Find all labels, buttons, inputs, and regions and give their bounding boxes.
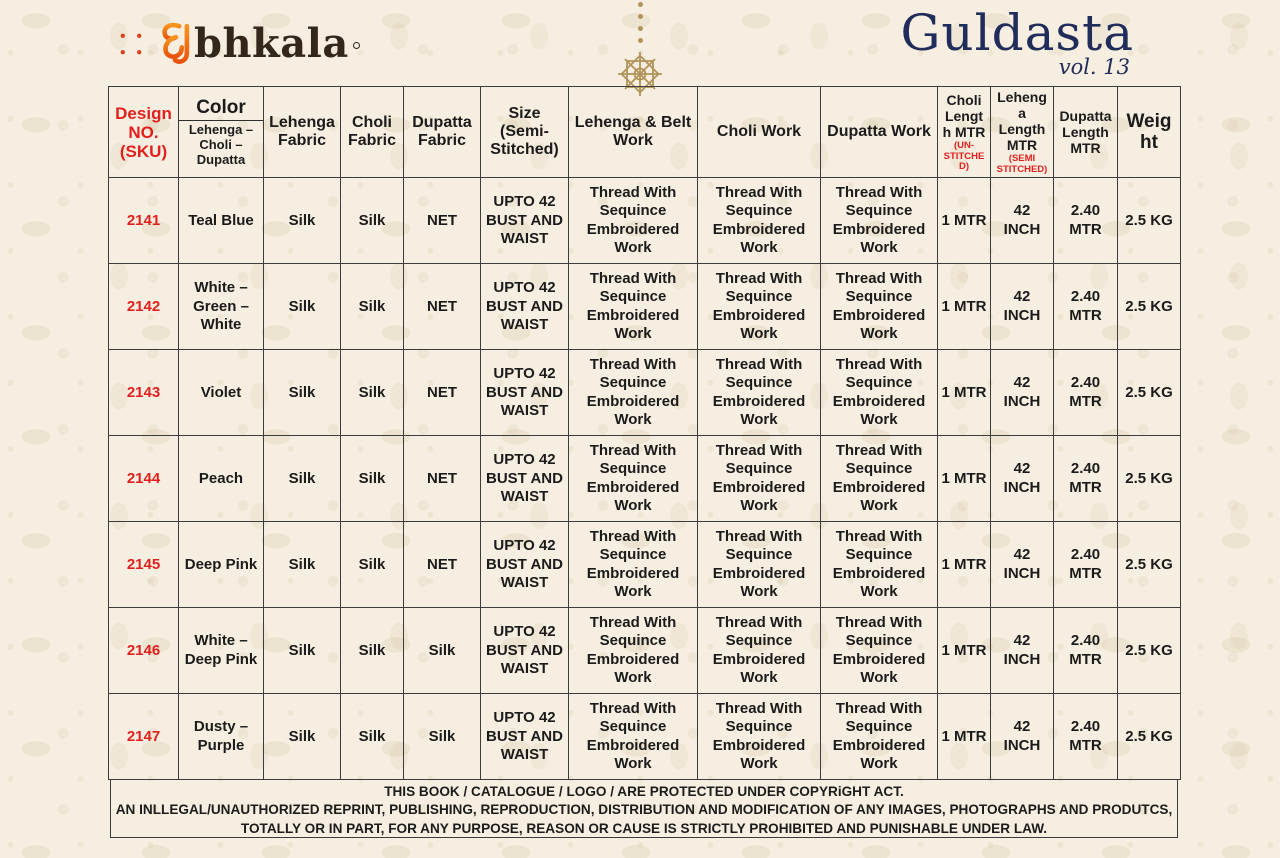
copyright-line: THIS BOOK / CATALOGUE / LOGO / ARE PROTECTED UNDER COPYRiGHT ACT.: [384, 784, 904, 799]
cell-lehenga_length: 42 INCH: [991, 522, 1054, 608]
cell-dupatta_length: 2.40 MTR: [1054, 694, 1118, 780]
cell-sku: 2143: [109, 350, 179, 436]
column-header-weight: [1118, 87, 1181, 178]
cell-choli_fabric: Silk: [341, 264, 404, 350]
column-header-label: Choli Work: [716, 123, 802, 141]
column-header-label: Lehenga Fabric: [269, 114, 335, 150]
cell-choli_work: Thread With Sequince Embroidered Work: [698, 436, 821, 522]
table-row: [109, 178, 1181, 264]
cell-weight: 2.5 KG: [1118, 178, 1181, 264]
table-row: [109, 264, 1181, 350]
column-header-lehenga_belt_work: [569, 87, 698, 178]
title-volume: vol. 13: [1058, 55, 1130, 79]
cell-dupatta_work: Thread With Sequince Embroidered Work: [821, 608, 938, 694]
table-row: [109, 608, 1181, 694]
column-header-lehenga_fabric: [264, 87, 341, 178]
cell-dupatta_work: Thread With Sequince Embroidered Work: [821, 436, 938, 522]
cell-weight: 2.5 KG: [1118, 522, 1181, 608]
cell-dupatta_work: Thread With Sequince Embroidered Work: [821, 264, 938, 350]
cell-choli_work: Thread With Sequince Embroidered Work: [698, 350, 821, 436]
cell-weight: 2.5 KG: [1118, 694, 1181, 780]
catalog-table-body: [109, 178, 1181, 780]
column-header-sublabel: Lehenga – Choli – Dupatta: [188, 121, 254, 167]
cell-sku: 2144: [109, 436, 179, 522]
header-divider: [179, 120, 263, 121]
cell-dupatta_fabric: NET: [404, 436, 481, 522]
catalogue-title: [900, 6, 1134, 79]
column-header-label: Choli Fabric: [347, 114, 396, 150]
cell-sku: 2145: [109, 522, 179, 608]
header-row: [109, 87, 1181, 178]
cell-lehenga_length: 42 INCH: [991, 264, 1054, 350]
ornament-dot: [638, 38, 643, 43]
cell-choli_work: Thread With Sequince Embroidered Work: [698, 608, 821, 694]
cell-color: White – Green – White: [179, 264, 264, 350]
column-header-label: Color: [196, 96, 246, 118]
cell-dupatta_fabric: Silk: [404, 694, 481, 780]
cell-sku: 2141: [109, 178, 179, 264]
cell-dupatta_length: 2.40 MTR: [1054, 178, 1118, 264]
cell-size: UPTO 42 BUST AND WAIST: [481, 178, 569, 264]
cell-choli_work: Thread With Sequince Embroidered Work: [698, 264, 821, 350]
column-header-subnote: (SEMI STITCHED): [996, 153, 1048, 175]
devanagari-shu-icon: [158, 20, 192, 68]
cell-size: UPTO 42 BUST AND WAIST: [481, 608, 569, 694]
cell-lehenga_fabric: Silk: [264, 694, 341, 780]
cell-dupatta_fabric: Silk: [404, 608, 481, 694]
cell-color: Deep Pink: [179, 522, 264, 608]
column-header-choli_work: [698, 87, 821, 178]
cell-lehenga_length: 42 INCH: [991, 178, 1054, 264]
cell-choli_fabric: Silk: [341, 436, 404, 522]
cell-choli_fabric: Silk: [341, 522, 404, 608]
column-header-label: Dupatta Work: [827, 123, 931, 141]
column-header-label: Weight: [1126, 110, 1172, 154]
column-header-lehenga_length: [991, 87, 1054, 178]
ornament-dot: [638, 14, 643, 19]
cell-lehenga_belt_work: Thread With Sequince Embroidered Work: [569, 522, 698, 608]
cell-choli_work: Thread With Sequince Embroidered Work: [698, 178, 821, 264]
cell-size: UPTO 42 BUST AND WAIST: [481, 264, 569, 350]
column-header-label: Choli Length MTR: [942, 91, 986, 141]
cell-dupatta_work: Thread With Sequince Embroidered Work: [821, 522, 938, 608]
column-header-label: Dupatta Length MTR: [1059, 107, 1112, 157]
cell-color: Dusty – Purple: [179, 694, 264, 780]
cell-lehenga_fabric: Silk: [264, 436, 341, 522]
cell-lehenga_belt_work: Thread With Sequince Embroidered Work: [569, 436, 698, 522]
cell-weight: 2.5 KG: [1118, 436, 1181, 522]
copyright-line: TOTALLY OR IN PART, FOR ANY PURPOSE, REASON OR CAUSE IS STRICTLY PROHIBITED AND PUNISHABLE UNDER LAW.: [240, 820, 1048, 836]
cell-color: Violet: [179, 350, 264, 436]
cell-weight: 2.5 KG: [1118, 264, 1181, 350]
cell-choli_length: 1 MTR: [938, 694, 991, 780]
header-ornament: [614, 0, 666, 100]
cell-choli_fabric: Silk: [341, 608, 404, 694]
brand-logo: [106, 20, 360, 68]
copyright-line: AN INLLEGAL/UNAUTHORIZED REPRINT, PUBLISHING, REPRODUCTION, DISTRIBUTION AND MODIFICATION OF ANY IMAGES, PHOTOGRAPHS AND PRODUTCS,: [115, 802, 1173, 818]
cell-dupatta_length: 2.40 MTR: [1054, 522, 1118, 608]
cell-choli_fabric: Silk: [341, 694, 404, 780]
cell-sku: 2147: [109, 694, 179, 780]
cell-lehenga_belt_work: Thread With Sequince Embroidered Work: [569, 264, 698, 350]
column-header-label: Lehenga & Belt Work: [574, 114, 692, 150]
cell-lehenga_belt_work: Thread With Sequince Embroidered Work: [569, 350, 698, 436]
cell-color: White – Deep Pink: [179, 608, 264, 694]
registered-mark-icon: [353, 42, 360, 49]
column-header-choli_length: [938, 87, 991, 178]
cell-lehenga_belt_work: Thread With Sequince Embroidered Work: [569, 608, 698, 694]
column-header-color: [179, 87, 264, 178]
cell-dupatta_fabric: NET: [404, 264, 481, 350]
column-header-size: [481, 87, 569, 178]
cell-dupatta_work: Thread With Sequince Embroidered Work: [821, 350, 938, 436]
column-header-label: Dupatta Fabric: [412, 114, 472, 150]
table-row: [109, 436, 1181, 522]
cell-choli_length: 1 MTR: [938, 608, 991, 694]
cell-choli_work: Thread With Sequince Embroidered Work: [698, 694, 821, 780]
column-header-sku: [109, 87, 179, 178]
cell-lehenga_fabric: Silk: [264, 522, 341, 608]
cell-lehenga_length: 42 INCH: [991, 350, 1054, 436]
cell-lehenga_fabric: Silk: [264, 264, 341, 350]
title-main: Guldasta: [900, 4, 1134, 62]
ornament-dot: [638, 2, 643, 7]
column-header-label: Lehenga Length MTR: [997, 89, 1047, 154]
cell-choli_length: 1 MTR: [938, 178, 991, 264]
cell-lehenga_length: 42 INCH: [991, 608, 1054, 694]
cell-lehenga_belt_work: Thread With Sequince Embroidered Work: [569, 178, 698, 264]
cell-choli_fabric: Silk: [341, 350, 404, 436]
cell-weight: 2.5 KG: [1118, 608, 1181, 694]
cell-size: UPTO 42 BUST AND WAIST: [481, 522, 569, 608]
column-header-subnote: (UN-STITCHED): [943, 140, 985, 172]
column-header-label: Size (Semi-Stitched): [490, 105, 559, 159]
swastika-icon: [106, 20, 156, 68]
cell-dupatta_length: 2.40 MTR: [1054, 264, 1118, 350]
cell-dupatta_work: Thread With Sequince Embroidered Work: [821, 694, 938, 780]
cell-choli_length: 1 MTR: [938, 264, 991, 350]
column-header-choli_fabric: [341, 87, 404, 178]
catalog-table-head: [109, 87, 1181, 178]
cell-lehenga_fabric: Silk: [264, 350, 341, 436]
cell-lehenga_length: 42 INCH: [991, 694, 1054, 780]
cell-choli_length: 1 MTR: [938, 522, 991, 608]
table-row: [109, 694, 1181, 780]
cell-sku: 2142: [109, 264, 179, 350]
cell-lehenga_fabric: Silk: [264, 178, 341, 264]
cell-dupatta_work: Thread With Sequince Embroidered Work: [821, 178, 938, 264]
cell-lehenga_fabric: Silk: [264, 608, 341, 694]
table-row: [109, 350, 1181, 436]
cell-size: UPTO 42 BUST AND WAIST: [481, 694, 569, 780]
cell-lehenga_length: 42 INCH: [991, 436, 1054, 522]
cell-choli_work: Thread With Sequince Embroidered Work: [698, 522, 821, 608]
cell-choli_length: 1 MTR: [938, 436, 991, 522]
cell-dupatta_length: 2.40 MTR: [1054, 436, 1118, 522]
column-header-dupatta_length: [1054, 87, 1118, 178]
cell-dupatta_length: 2.40 MTR: [1054, 350, 1118, 436]
cell-size: UPTO 42 BUST AND WAIST: [481, 436, 569, 522]
column-header-dupatta_fabric: [404, 87, 481, 178]
cell-choli_length: 1 MTR: [938, 350, 991, 436]
ornament-dot: [638, 26, 643, 31]
cell-dupatta_fabric: NET: [404, 350, 481, 436]
cell-dupatta_length: 2.40 MTR: [1054, 608, 1118, 694]
cell-sku: 2146: [109, 608, 179, 694]
column-header-dupatta_work: [821, 87, 938, 178]
cell-dupatta_fabric: NET: [404, 522, 481, 608]
catalog-table: [108, 86, 1181, 780]
copyright-notice: [110, 779, 1178, 838]
cell-color: Peach: [179, 436, 264, 522]
cell-lehenga_belt_work: Thread With Sequince Embroidered Work: [569, 694, 698, 780]
cell-choli_fabric: Silk: [341, 178, 404, 264]
cell-dupatta_fabric: NET: [404, 178, 481, 264]
cell-weight: 2.5 KG: [1118, 350, 1181, 436]
table-row: [109, 522, 1181, 608]
cell-color: Teal Blue: [179, 178, 264, 264]
brand-name: bhkala: [194, 20, 349, 67]
cell-size: UPTO 42 BUST AND WAIST: [481, 350, 569, 436]
column-header-label: Design NO. (SKU): [115, 103, 172, 161]
